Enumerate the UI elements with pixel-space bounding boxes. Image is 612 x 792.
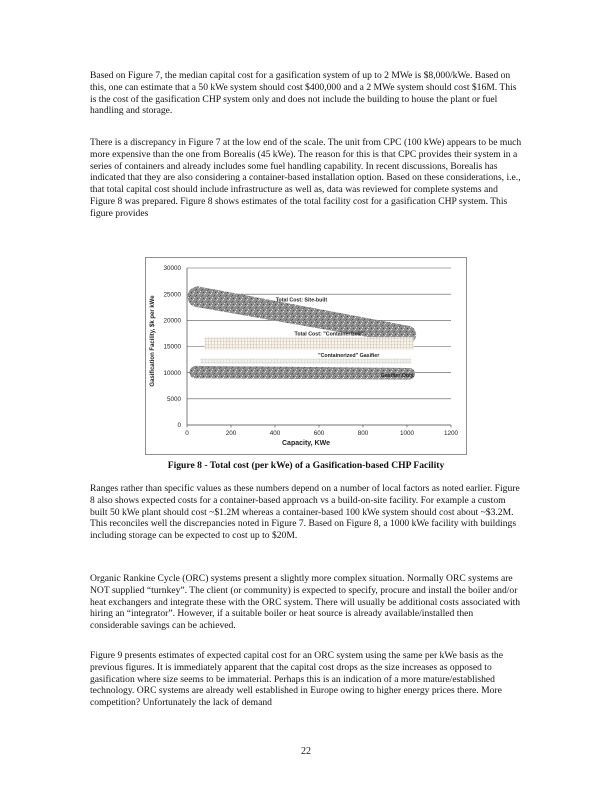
figure-8-chart bbox=[145, 257, 467, 455]
x-tick-label: 0 bbox=[185, 430, 189, 437]
band-containerized-gasifier bbox=[200, 359, 411, 364]
paragraph-5: Figure 9 presents estimates of expected capital cost for an ORC system using the same per kWe basis as the previous figures. It is immediately apparent that the capital cost drops as the size increases as opposed to gasification where size seems to be immaterial. Perhaps this is an indication of a more mature/established technology. ORC systems are already well established in Europe owing to higher energy prices there. More competition? Unfortunately the lack of demand bbox=[90, 650, 503, 709]
y-tick-label: 25000 bbox=[163, 291, 181, 299]
paragraph-3: Ranges rather than specific values as these numbers depend on a number of local factors as noted earlier. Figure 8 also shows expected costs for a container-based approach vs a build-on-site facility. For example a custom built 50 kWe plant should cost ~$1.2M whereas a container-based 100 kWe system should cost about ~$3.2M. This reconciles well the discrepancies noted in Figure 7. Based on Figure 8, a 1000 kWe facility with buildings including storage can be expected to cost up to $20M. bbox=[90, 483, 520, 542]
x-tick-label: 600 bbox=[313, 430, 325, 437]
y-tick-label: 10000 bbox=[163, 369, 181, 377]
series-label: Total Cost: "Containerized" bbox=[294, 331, 364, 338]
x-tick-label: 200 bbox=[225, 430, 237, 437]
figure-caption: Figure 8 - Total cost (per kWe) of a Gasification-based CHP Facility bbox=[167, 460, 445, 471]
paragraph-1: Based on Figure 7, the median capital cost for a gasification system of up to 2 MWe is $8,000/kWe. Based on this, one can estimate that a 50 kWe system should cost $400,000 and a 2 MWe system should cost $16M. This is the cost of the gasification CHP system only and does not include the building to house the plant or fuel handling and storage. bbox=[90, 70, 517, 117]
band-containerized bbox=[205, 337, 414, 350]
x-tick-label: 400 bbox=[269, 430, 281, 437]
x-tick-label: 800 bbox=[357, 430, 369, 437]
series-label: Total Cost: Site-built bbox=[275, 297, 328, 304]
page-number: 22 bbox=[301, 746, 311, 757]
y-tick-label: 15000 bbox=[163, 343, 181, 351]
series-label: "Containerized" Gasifier bbox=[318, 352, 380, 359]
paragraph-2: There is a discrepancy in Figure 7 at the low end of the scale. The unit from CPC (100 kWe) appears to be much more expensive than the one from Borealis (45 kWe). The reason for this is that CPC provides their system in a series of containers and already includes some fuel handling capability. In recent discussions, Borealis has indicated that they are also considering a container-based installation option. Based on these considerations, i.e., that total capital cost should include infrastructure as well as, data was reviewed for complete systems and Figure 8 was prepared. Figure 8 shows estimates of the total facility cost for a gasification CHP system. This figure provides bbox=[90, 137, 522, 219]
series-label: Gasifier Only bbox=[380, 372, 414, 379]
y-tick-label: 5000 bbox=[166, 396, 181, 404]
paragraph-4: Organic Rankine Cycle (ORC) systems present a slightly more complex situation. Normally ORC systems are NOT supplied “turnkey”. The client (or community) is expected to specify, procure and install the boiler and/or heat exchangers and integrate these with the ORC system. There will usually be additional costs associated with hiring an “integrator”. However, if a suitable boiler or heat source is already available/installed then considerable savings can be achieved. bbox=[90, 573, 521, 632]
y-tick-label: 30000 bbox=[163, 265, 181, 273]
y-tick-label: 0 bbox=[177, 422, 181, 430]
y-axis-label: Gasification Facility, $k per kWe bbox=[150, 295, 156, 387]
x-tick-label: 1200 bbox=[443, 430, 459, 437]
x-tick-label: 1000 bbox=[399, 430, 415, 437]
x-axis-label: Capacity, KWe bbox=[282, 440, 330, 447]
y-tick-label: 20000 bbox=[163, 317, 181, 325]
